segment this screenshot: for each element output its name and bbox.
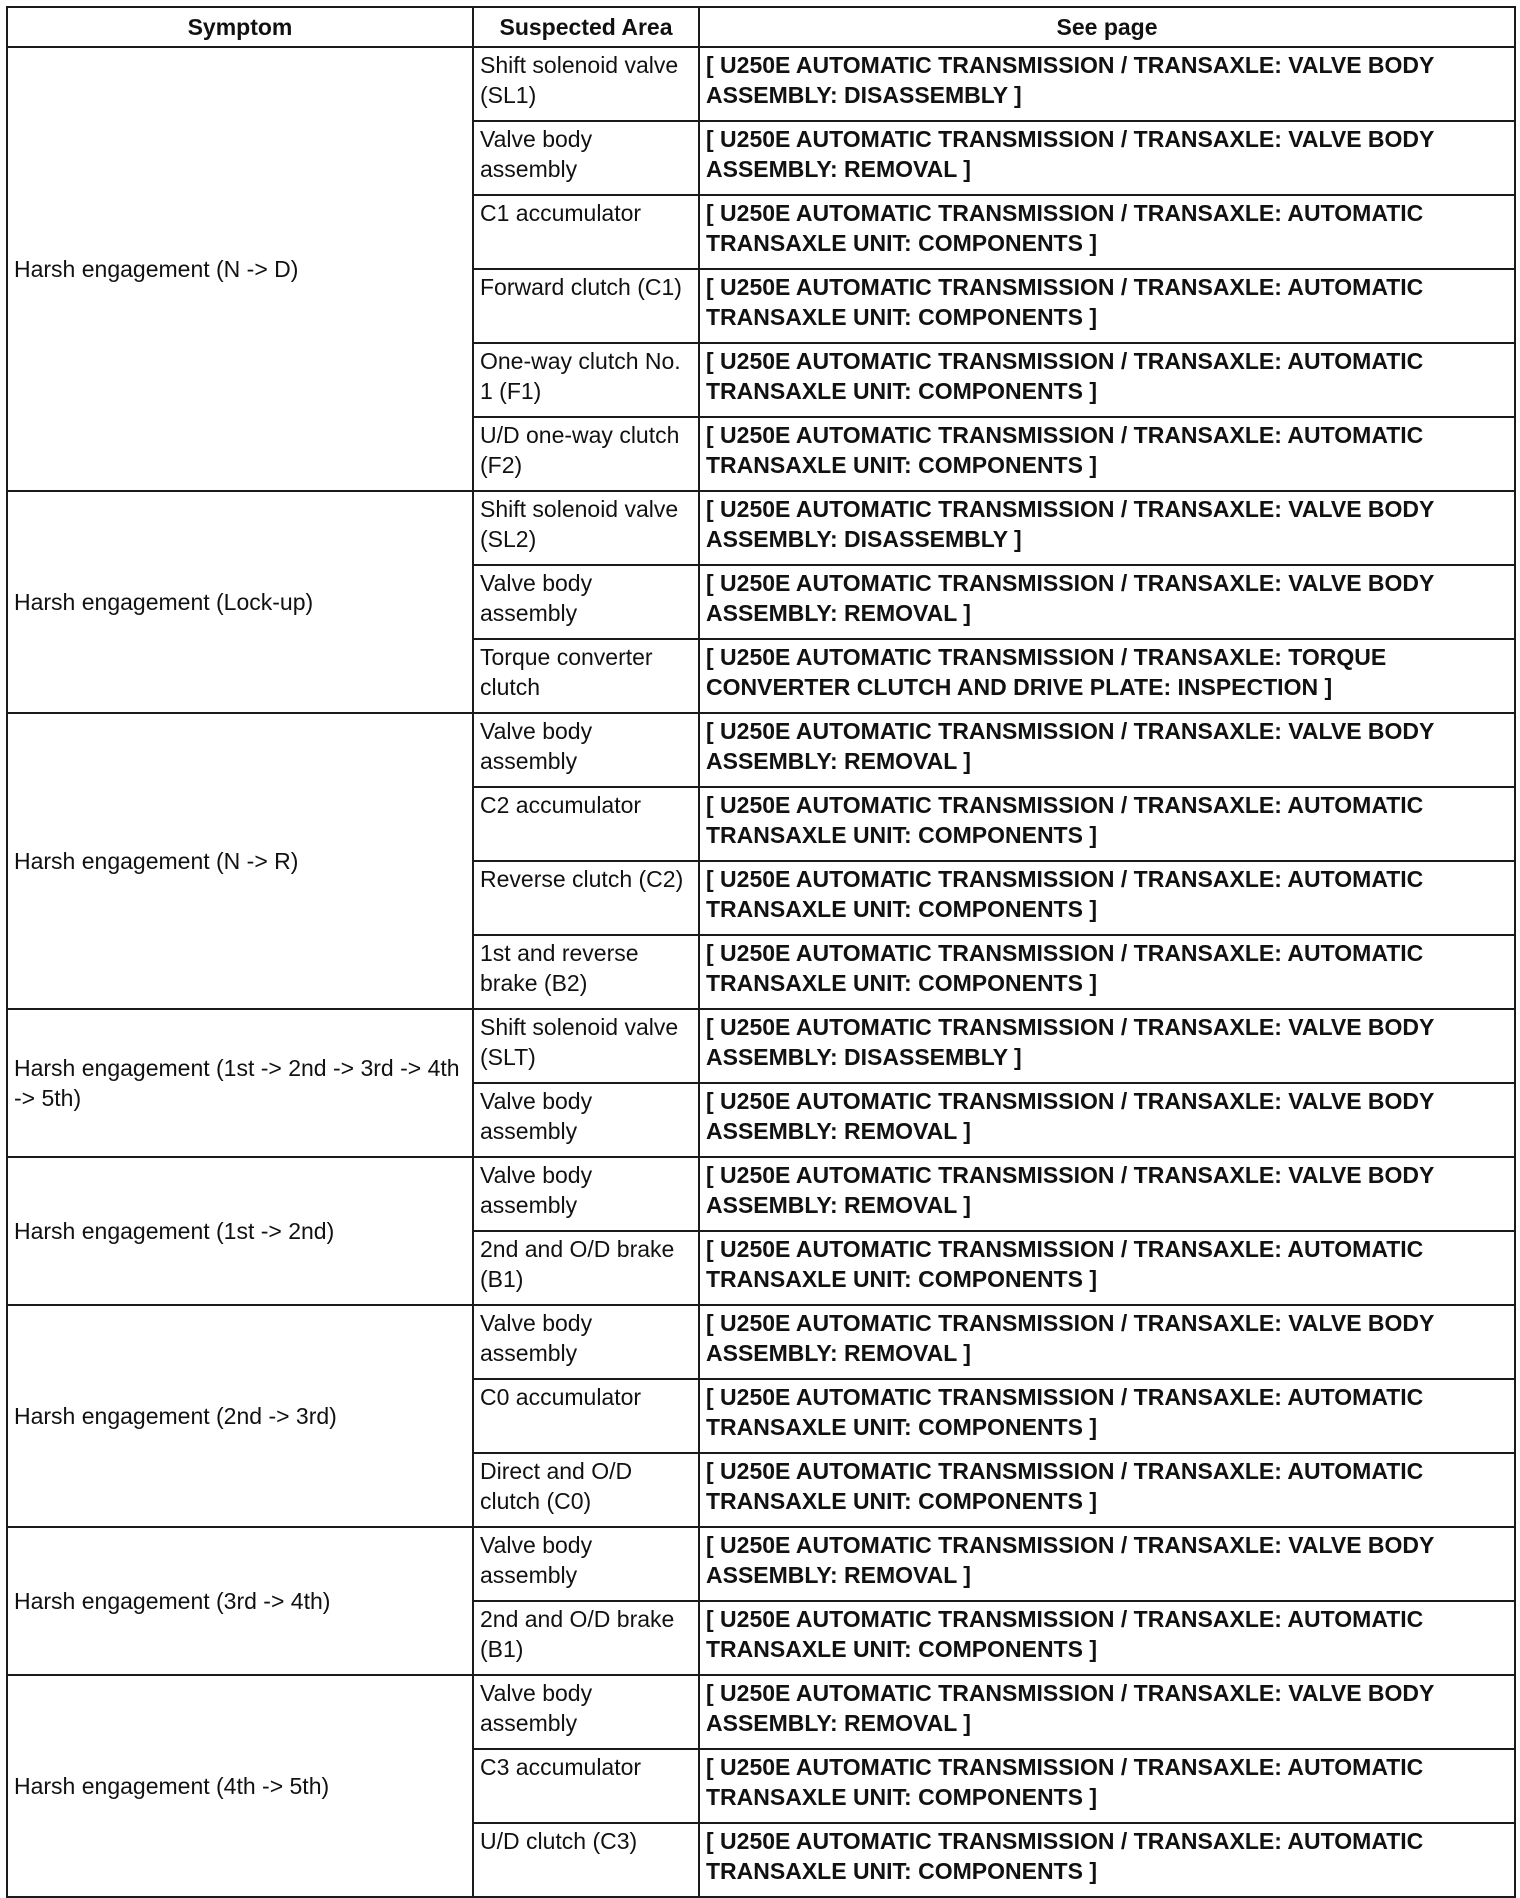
- suspected-area-cell: 2nd and O/D brake (B1): [473, 1231, 699, 1305]
- suspected-area-cell: Valve body assembly: [473, 1305, 699, 1379]
- see-page-reference[interactable]: [ U250E AUTOMATIC TRANSMISSION / TRANSAXLE: AUTOMATIC TRANSAXLE UNIT: COMPONENTS ]: [699, 1601, 1515, 1675]
- see-page-reference[interactable]: [ U250E AUTOMATIC TRANSMISSION / TRANSAXLE: VALVE BODY ASSEMBLY: DISASSEMBLY ]: [699, 491, 1515, 565]
- see-page-reference[interactable]: [ U250E AUTOMATIC TRANSMISSION / TRANSAXLE: AUTOMATIC TRANSAXLE UNIT: COMPONENTS ]: [699, 1453, 1515, 1527]
- suspected-area-cell: Shift solenoid valve (SL1): [473, 47, 699, 121]
- see-page-reference[interactable]: [ U250E AUTOMATIC TRANSMISSION / TRANSAXLE: AUTOMATIC TRANSAXLE UNIT: COMPONENTS ]: [699, 861, 1515, 935]
- see-page-reference[interactable]: [ U250E AUTOMATIC TRANSMISSION / TRANSAXLE: AUTOMATIC TRANSAXLE UNIT: COMPONENTS ]: [699, 343, 1515, 417]
- see-page-reference[interactable]: [ U250E AUTOMATIC TRANSMISSION / TRANSAXLE: AUTOMATIC TRANSAXLE UNIT: COMPONENTS ]: [699, 269, 1515, 343]
- see-page-reference[interactable]: [ U250E AUTOMATIC TRANSMISSION / TRANSAXLE: VALVE BODY ASSEMBLY: REMOVAL ]: [699, 1675, 1515, 1749]
- see-page-reference[interactable]: [ U250E AUTOMATIC TRANSMISSION / TRANSAXLE: TORQUE CONVERTER CLUTCH AND DRIVE PLATE: INSPECTION ]: [699, 639, 1515, 713]
- troubleshooting-table: [6, 6, 1516, 1898]
- see-page-reference[interactable]: [ U250E AUTOMATIC TRANSMISSION / TRANSAXLE: AUTOMATIC TRANSAXLE UNIT: COMPONENTS ]: [699, 787, 1515, 861]
- see-page-reference[interactable]: [ U250E AUTOMATIC TRANSMISSION / TRANSAXLE: VALVE BODY ASSEMBLY: REMOVAL ]: [699, 1083, 1515, 1157]
- suspected-area-cell: Forward clutch (C1): [473, 269, 699, 343]
- suspected-area-cell: Shift solenoid valve (SLT): [473, 1009, 699, 1083]
- table-row: [7, 1675, 1515, 1749]
- suspected-area-cell: Shift solenoid valve (SL2): [473, 491, 699, 565]
- see-page-reference[interactable]: [ U250E AUTOMATIC TRANSMISSION / TRANSAXLE: AUTOMATIC TRANSAXLE UNIT: COMPONENTS ]: [699, 417, 1515, 491]
- table-row: [7, 1527, 1515, 1601]
- suspected-area-cell: Direct and O/D clutch (C0): [473, 1453, 699, 1527]
- suspected-area-cell: Valve body assembly: [473, 1527, 699, 1601]
- suspected-area-cell: U/D clutch (C3): [473, 1823, 699, 1897]
- see-page-reference[interactable]: [ U250E AUTOMATIC TRANSMISSION / TRANSAXLE: AUTOMATIC TRANSAXLE UNIT: COMPONENTS ]: [699, 1749, 1515, 1823]
- suspected-area-cell: Valve body assembly: [473, 1157, 699, 1231]
- header-symptom: Symptom: [7, 7, 473, 47]
- suspected-area-cell: One-way clutch No. 1 (F1): [473, 343, 699, 417]
- symptom-cell: Harsh engagement (Lock-up): [7, 491, 473, 713]
- suspected-area-cell: C0 accumulator: [473, 1379, 699, 1453]
- table-row: [7, 1157, 1515, 1231]
- suspected-area-cell: 2nd and O/D brake (B1): [473, 1601, 699, 1675]
- suspected-area-cell: Valve body assembly: [473, 565, 699, 639]
- see-page-reference[interactable]: [ U250E AUTOMATIC TRANSMISSION / TRANSAXLE: VALVE BODY ASSEMBLY: DISASSEMBLY ]: [699, 1009, 1515, 1083]
- see-page-reference[interactable]: [ U250E AUTOMATIC TRANSMISSION / TRANSAXLE: AUTOMATIC TRANSAXLE UNIT: COMPONENTS ]: [699, 1231, 1515, 1305]
- suspected-area-cell: Valve body assembly: [473, 1675, 699, 1749]
- table-row: [7, 1009, 1515, 1083]
- see-page-reference[interactable]: [ U250E AUTOMATIC TRANSMISSION / TRANSAXLE: AUTOMATIC TRANSAXLE UNIT: COMPONENTS ]: [699, 1379, 1515, 1453]
- symptom-cell: Harsh engagement (1st -> 2nd -> 3rd -> 4th -> 5th): [7, 1009, 473, 1157]
- table-row: [7, 47, 1515, 121]
- see-page-reference[interactable]: [ U250E AUTOMATIC TRANSMISSION / TRANSAXLE: VALVE BODY ASSEMBLY: REMOVAL ]: [699, 1157, 1515, 1231]
- see-page-reference[interactable]: [ U250E AUTOMATIC TRANSMISSION / TRANSAXLE: AUTOMATIC TRANSAXLE UNIT: COMPONENTS ]: [699, 935, 1515, 1009]
- symptom-cell: Harsh engagement (1st -> 2nd): [7, 1157, 473, 1305]
- suspected-area-cell: Valve body assembly: [473, 121, 699, 195]
- see-page-reference[interactable]: [ U250E AUTOMATIC TRANSMISSION / TRANSAXLE: VALVE BODY ASSEMBLY: REMOVAL ]: [699, 1305, 1515, 1379]
- suspected-area-cell: Valve body assembly: [473, 1083, 699, 1157]
- see-page-reference[interactable]: [ U250E AUTOMATIC TRANSMISSION / TRANSAXLE: VALVE BODY ASSEMBLY: REMOVAL ]: [699, 713, 1515, 787]
- table-row: [7, 491, 1515, 565]
- symptom-cell: Harsh engagement (3rd -> 4th): [7, 1527, 473, 1675]
- header-row: [7, 7, 1515, 47]
- see-page-reference[interactable]: [ U250E AUTOMATIC TRANSMISSION / TRANSAXLE: AUTOMATIC TRANSAXLE UNIT: COMPONENTS ]: [699, 195, 1515, 269]
- table-body: [7, 47, 1515, 1897]
- see-page-reference[interactable]: [ U250E AUTOMATIC TRANSMISSION / TRANSAXLE: VALVE BODY ASSEMBLY: DISASSEMBLY ]: [699, 47, 1515, 121]
- suspected-area-cell: C3 accumulator: [473, 1749, 699, 1823]
- see-page-reference[interactable]: [ U250E AUTOMATIC TRANSMISSION / TRANSAXLE: VALVE BODY ASSEMBLY: REMOVAL ]: [699, 121, 1515, 195]
- see-page-reference[interactable]: [ U250E AUTOMATIC TRANSMISSION / TRANSAXLE: VALVE BODY ASSEMBLY: REMOVAL ]: [699, 1527, 1515, 1601]
- header-suspected-area: Suspected Area: [473, 7, 699, 47]
- suspected-area-cell: C2 accumulator: [473, 787, 699, 861]
- symptom-cell: Harsh engagement (N -> D): [7, 47, 473, 491]
- suspected-area-cell: U/D one-way clutch (F2): [473, 417, 699, 491]
- header-see-page: See page: [699, 7, 1515, 47]
- symptom-cell: Harsh engagement (2nd -> 3rd): [7, 1305, 473, 1527]
- table-row: [7, 1305, 1515, 1379]
- suspected-area-cell: Torque converter clutch: [473, 639, 699, 713]
- symptom-cell: Harsh engagement (N -> R): [7, 713, 473, 1009]
- suspected-area-cell: Reverse clutch (C2): [473, 861, 699, 935]
- symptom-cell: Harsh engagement (4th -> 5th): [7, 1675, 473, 1897]
- see-page-reference[interactable]: [ U250E AUTOMATIC TRANSMISSION / TRANSAXLE: VALVE BODY ASSEMBLY: REMOVAL ]: [699, 565, 1515, 639]
- suspected-area-cell: C1 accumulator: [473, 195, 699, 269]
- table-row: [7, 713, 1515, 787]
- see-page-reference[interactable]: [ U250E AUTOMATIC TRANSMISSION / TRANSAXLE: AUTOMATIC TRANSAXLE UNIT: COMPONENTS ]: [699, 1823, 1515, 1897]
- suspected-area-cell: 1st and reverse brake (B2): [473, 935, 699, 1009]
- suspected-area-cell: Valve body assembly: [473, 713, 699, 787]
